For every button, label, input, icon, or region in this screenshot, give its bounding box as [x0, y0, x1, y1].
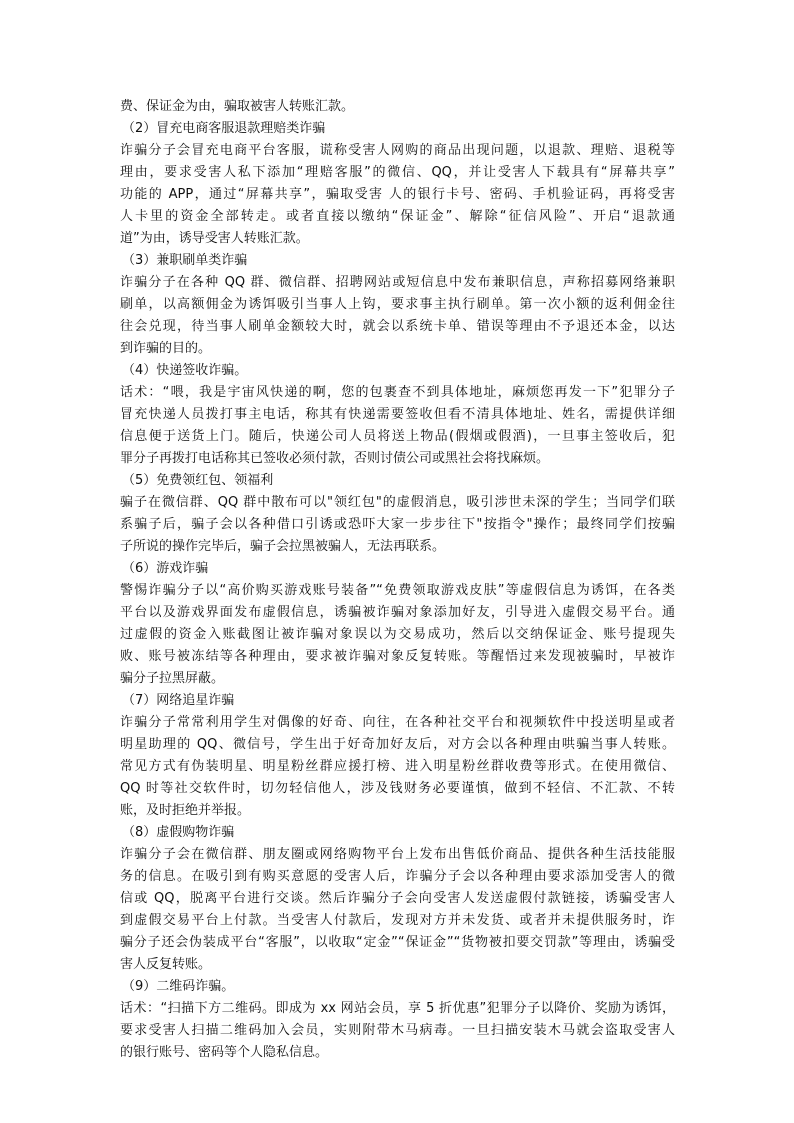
section-heading: （7）网络追星诈骗	[122, 693, 235, 708]
paragraph-line: 的银行账号、密码等个人隐私信息。	[120, 1045, 329, 1060]
paragraph-line: 骗分子拉黑屏蔽。	[120, 671, 225, 686]
paragraph-line: 话术：“扫描下方二维码。即成为 xx 网站会员，享 5 折优惠”犯罪分子以降价、奖励为诱饵，	[120, 1001, 675, 1016]
paragraph-line: 骗子在微信群、QQ 群中散布可以"领红包"的虚假消息，吸引涉世未深的学生；当同学们联	[120, 495, 675, 510]
paragraph-line: 要求受害人扫描二维码加入会员，实则附带木马病毒。一旦扫描安装木马就会盗取受害人	[120, 1023, 675, 1038]
paragraph-line: 人卡里的资金全部转走。或者直接以缴纳“保证金”、解除“征信风险”、开启“退款通	[120, 209, 675, 224]
section-heading: （4）快递签收诈骗。	[122, 363, 248, 378]
paragraph-line: 往会兑现，待当事人刷单金额较大时，就会以系统卡单、错误等理由不予退还本金，以达	[120, 319, 675, 334]
paragraph-line: 平台以及游戏界面发布虚假信息，诱骗被诈骗对象添加好友，引导进入虚假交易平台。通	[120, 605, 675, 620]
paragraph-line: 败、账号被冻结等各种理由，要求被诈骗对象反复转账。等醒悟过来发现被骗时，早被诈	[120, 649, 675, 664]
section-heading: （5）免费领红包、领福利	[122, 473, 274, 488]
paragraph-line: 信或 QQ，脱离平台进行交谈。然后诈骗分子会向受害人发送虚假付款链接，诱骗受害人	[120, 891, 675, 906]
paragraph-line: 功能的 APP，通过“屏幕共享”，骗取受害 人的银行卡号、密码、手机验证码，再将受害	[120, 187, 675, 202]
paragraph-line: 骗分子还会伪装成平台“客服”，以收取“定金”“保证金”“货物被扣要交罚款”等理由，诱骗受	[120, 935, 675, 950]
paragraph-line: 常见方式有伪装明星、明星粉丝群应援打榜、进入明星粉丝群收费等形式。在使用微信、	[120, 759, 675, 774]
paragraph-line: 账，及时拒绝并举报。	[120, 803, 251, 818]
paragraph-line: 害人反复转账。	[120, 957, 212, 972]
paragraph-line: 话术：“喂，我是宇宙风快递的啊，您的包裹查不到具体地址，麻烦您再发一下”犯罪分子	[120, 385, 675, 400]
section-heading: （6）游戏诈骗	[122, 561, 209, 576]
paragraph-line: 诈骗分子常常利用学生对偶像的好奇、向往，在各种社交平台和视频软件中投送明星或者	[120, 715, 675, 730]
document-body	[120, 96, 675, 1064]
section-heading: （3）兼职刷单类诈骗	[122, 253, 248, 268]
paragraph-line: 明星助理的 QQ、微信号，学生出于好奇加好友后，对方会以各种理由哄骗当事人转账。	[120, 737, 675, 752]
paragraph-line: 刷单，以高额佣金为诱饵吸引当事人上钩，要求事主执行刷单。第一次小额的返利佣金往	[120, 297, 675, 312]
paragraph-line: 理由，要求受害人私下添加“理赔客服”的微信、QQ，并让受害人下载具有“屏幕共享”	[120, 165, 675, 180]
section-heading: （9）二维码诈骗。	[122, 979, 235, 994]
paragraph-line: 到虚假交易平台上付款。当受害人付款后，发现对方并未发货、或者并未提供服务时，诈	[120, 913, 675, 928]
paragraph-line: 诈骗分子在各种 QQ 群、微信群、招聘网站或短信息中发布兼职信息，声称招募网络兼职	[120, 275, 675, 290]
paragraph-line: 道”为由，诱导受害人转账汇款。	[120, 231, 309, 246]
paragraph-line: 务的信息。在吸引到有购买意愿的受害人后，诈骗分子会以各种理由要求添加受害人的微	[120, 869, 675, 884]
section-heading: （8）虚假购物诈骗	[122, 825, 235, 840]
paragraph-line: 子所说的操作完毕后，骗子会拉黑被骗人，无法再联系。	[120, 539, 446, 554]
paragraph-line: QQ 时等社交软件时，切勿轻信他人，涉及钱财务必要谨慎，做到不轻信、不汇款、不转	[120, 781, 675, 796]
paragraph-line: 诈骗分子会在微信群、朋友圈或网络购物平台上发布出售低价商品、提供各种生活技能服	[120, 847, 675, 862]
paragraph-line: 过虚假的资金入账截图让被诈骗对象误以为交易成功，然后以交纳保证金、账号提现失	[120, 627, 675, 642]
paragraph-line: 信息便于送货上门。随后，快递公司人员将送上物品(假烟或假酒)，一旦事主签收后，犯	[120, 429, 675, 444]
paragraph-line: 诈骗分子会冒充电商平台客服，谎称受害人网购的商品出现问题，以退款、理赔、退税等	[120, 143, 675, 158]
paragraph-line: 到诈骗的目的。	[120, 341, 212, 356]
paragraph-line: 警惕诈骗分子以“高价购买游戏账号装备”“免费领取游戏皮肤”等虚假信息为诱饵，在各类	[120, 583, 675, 598]
paragraph-line: 费、保证金为由，骗取被害人转账汇款。	[120, 99, 355, 114]
paragraph-line: 冒充快递人员拨打事主电话，称其有快递需要签收但看不清具体地址、姓名，需提供详细	[120, 407, 675, 422]
paragraph-line: 系骗子后，骗子会以各种借口引诱或恐吓大家一步步往下"按指令"操作；最终同学们按骗	[120, 517, 675, 532]
paragraph-line: 罪分子再拨打电话称其已签收必须付款，否则讨债公司或黑社会将找麻烦。	[120, 451, 550, 466]
section-heading: （2）冒充电商客服退款理赔类诈骗	[122, 121, 326, 136]
